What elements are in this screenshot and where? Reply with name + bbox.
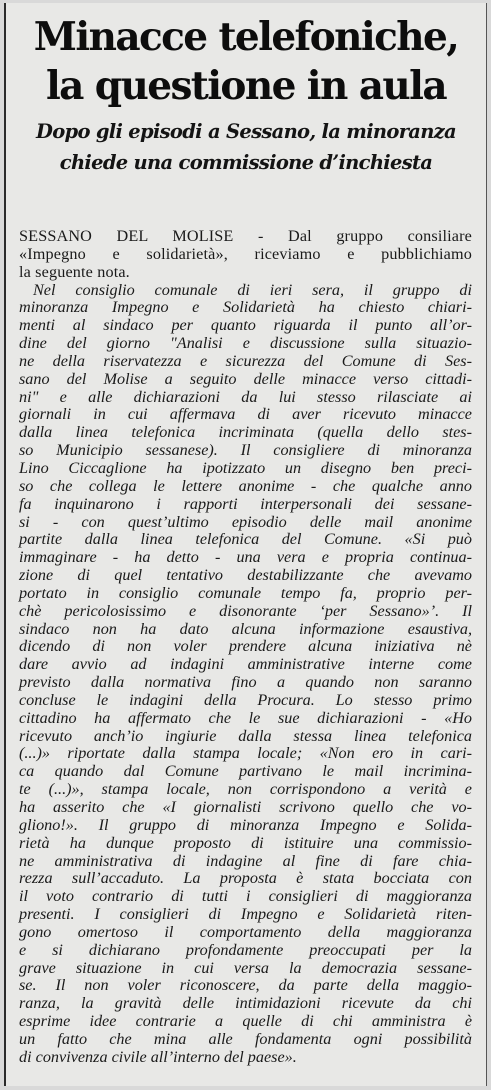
body-line: portato in consiglio comunale tempo fa, proprio per- [19,583,472,602]
body-line: ne della riservatezza e sicurezza del Comune di Ses- [19,351,472,370]
body-line: presenti. I consiglieri di Impegno e Solidarietà riten- [19,905,472,924]
body-line: fa inquinarono i rapporti interpersonali dei sessane- [19,494,472,513]
body-line: e si dichiarano profondamente preoccupati per la [19,940,472,959]
body-line: dine del giorno "Analisi e discussione sulla situazio- [19,334,472,353]
subheadline-line-2: chiede una commissione d’inchiesta [59,151,433,174]
body-line: un fatto che mina alle fondamenta ogni possibilità [19,1029,472,1048]
body-line: se. Il non voler riconoscere, da parte della maggio- [19,976,472,995]
body-line: ne amministrativa di indagine al fine di fare chia- [19,851,472,870]
body-line: dare avvio ad indagini amministrative interne come [19,655,472,674]
subheadline-line-1: Dopo gli episodi a Sessano, la minoranza [36,120,456,143]
body-line: dicendo di non voler prendere alcuna iniziativa nè [19,637,472,656]
lead-line: la seguente nota. [19,262,130,281]
article-text [19,282,472,1067]
article-lead [19,228,472,282]
body-line: ranza, la gravità delle intimidazioni ricevute da chi [19,994,472,1013]
headline-line-2: la questione in aula [45,63,447,109]
body-line: cittadino ha affermato che le sue dichiarazioni - «Ho [19,708,472,727]
body-line: Nel consiglio comunale di ieri sera, il gruppo di [33,280,472,299]
subheadline [6,116,486,178]
body-line: Lino Ciccaglione ha ipotizzato un disegno ben preci- [19,458,472,477]
body-line: immaginare - ha detto - una vera e propria continua- [19,548,472,567]
body-line: concluse le indagini della Procura. Lo stesso primo [19,690,472,709]
body-line: sano del Molise a seguito delle minacce verso cittadi- [19,369,472,388]
body-line: ni" e alle dichiarazioni da lui stesso rilasciate ai [19,387,472,406]
headline [6,13,486,111]
body-line: il voto contrario di tutti i consiglieri di maggioranza [19,887,472,906]
headline-line-1: Minacce telefoniche, [33,14,459,60]
body-line: esprime idee contrarie a quelle di chi amministra è [19,1012,472,1031]
body-line: giornali in cui affermava di aver ricevuto minacce [19,405,472,424]
body-line: dalla linea telefonica incriminata (quella dello stes- [19,423,472,442]
body-line: chè pericolosissimo e disonorante ‘per Sessano»’. Il [19,601,472,620]
body-line: (...)» riportate dalla stampa locale; «Non ero in cari- [19,744,472,763]
body-line: gliono!». Il gruppo di minoranza Impegno e Solida- [19,815,472,834]
body-line: sindaco non ha dato alcuna informazione esaustiva, [19,619,472,638]
body-line: so che collega le lettere anonime - che qualche anno [19,476,472,495]
body-line: di convivenza civile all’interno del paese». [19,1047,297,1066]
body-line: minoranza Impegno e Solidarietà ha chiesto chiari- [19,298,472,317]
body-line: rezza sull’accaduto. La proposta è stata bocciata con [19,869,472,888]
body-line: ricevuto anch’io ingiurie dalla stessa linea telefonica [19,726,472,745]
body-line: partite dalla linea telefonica del Comune. «Si può [19,530,472,549]
lead-line: SESSANO DEL MOLISE - Dal gruppo consiliare [19,227,472,245]
body-line: rietà ha dunque proposto di istituire una commissio- [19,833,472,852]
body-line: gono omertoso il comportamento della maggioranza [19,922,472,941]
body-line: si - con quest’ultimo episodio delle mail anonime [19,512,472,531]
body-line: menti al sindaco per quanto riguarda il punto all’or- [19,316,472,335]
body-line: grave situazione in cui versa la democrazia sessane- [19,958,472,977]
body-line: previsto dalla normativa fino a quando non saranno [19,673,472,692]
lead-line: «Impegno e solidarietà», riceviamo e pubblichiamo [19,244,472,263]
article-body [19,228,472,1067]
body-line: so Municipio sessanese). Il consigliere di minoranza [19,441,472,460]
body-line: te (...)», stampa locale, non corrispondono a verità e [19,780,472,799]
body-line: ca quando dal Comune partivano le mail incrimina- [19,762,472,781]
body-line: zione di quel tentativo destabilizzante che avevamo [19,566,472,585]
body-line: ha asserito che «I giornalisti scrivono quello che vo- [19,798,472,816]
